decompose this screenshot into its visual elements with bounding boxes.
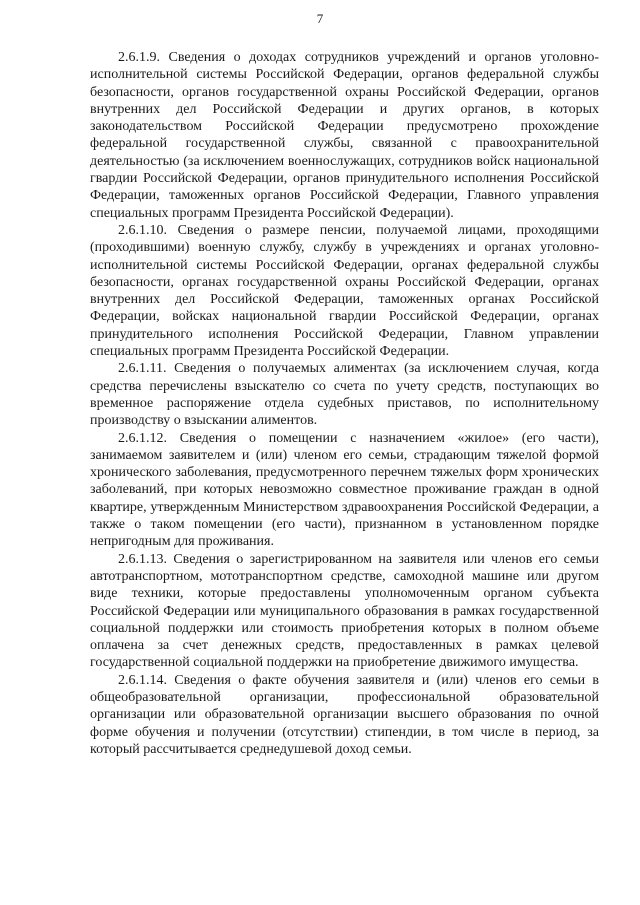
paragraph-2-6-1-14: 2.6.1.14. Сведения о факте обучения заявителя и (или) членов его семьи в общеобразовательной организации, профессиональной образовательной организации или образовательной организации высшего образования по очной форме обучения и получении (отсутствии) стипендии, в том числе в период, за который рассчитывается среднедушевой доход семьи. bbox=[90, 672, 599, 757]
document-body bbox=[90, 49, 599, 758]
paragraph-2-6-1-11: 2.6.1.11. Сведения о получаемых алиментах (за исключением случая, когда средства перечислены взыскателю со счета по учету средств, поступающих во временное распоряжение отдела судебных приставов, по исполнительному производству о взыскании алиментов. bbox=[90, 361, 599, 429]
paragraph-2-6-1-9: 2.6.1.9. Сведения о доходах сотрудников учреждений и органов уголовно-исполнительной системы Российской Федерации, органов федеральной службы безопасности, органов государственной охраны Российской Федерации, органов внутренних дел Российской Федерации и других органов, в которых законодательством Российской Федерации предусмотрено прохождение федеральной государственной службы, связанной с правоохранительной деятельностью (за исключением военнослужащих, сотрудников войск национальной гвардии Российской Федерации, органов принудительного исполнения Российской Федерации, таможенных органов Российской Федерации, Главного управления специальных программ Президента Российской Федерации). bbox=[90, 50, 599, 221]
paragraph-2-6-1-12: 2.6.1.12. Сведения о помещении с назначением «жилое» (его части), занимаемом заявителем и (или) членом его семьи, страдающим тяжелой формой хронического заболевания, предусмотренного перечнем тяжелых форм хронических заболеваний, при которых невозможно совместное проживание граждан в одной квартире, утвержденным Министерством здравоохранения Российской Федерации, а также о таком помещении (его части), признанном в установленном порядке непригодным для проживания. bbox=[90, 430, 599, 550]
paragraph-2-6-1-13: 2.6.1.13. Сведения о зарегистрированном на заявителя или членов его семьи автотранспортном, мототранспортном средстве, самоходной машине или другом виде техники, которые предоставлены уполномоченным органом субъекта Российской Федерации или муниципального образования в рамках государственной социальной поддержки или стоимость приобретения которых в полном объеме оплачена за счет денежных средств, предоставленных в рамках целевой государственной социальной поддержки на приобретение движимого имущества. bbox=[90, 551, 599, 671]
page-number: 7 bbox=[316, 11, 324, 26]
paragraph-2-6-1-10: 2.6.1.10. Сведения о размере пенсии, получаемой лицами, проходящими (проходившими) военную службу, службу в учреждениях и органах уголовно-исполнительной системы Российской Федерации, органах федеральной службы безопасности, органах государственной охраны Российской Федерации, органах внутренних дел Российской Федерации, таможенных органах Российской Федерации, войсках национальной гвардии Российской Федерации, органах принудительного исполнения Российской Федерации, Главном управлении специальных программ Президента Российской Федерации. bbox=[90, 222, 599, 360]
